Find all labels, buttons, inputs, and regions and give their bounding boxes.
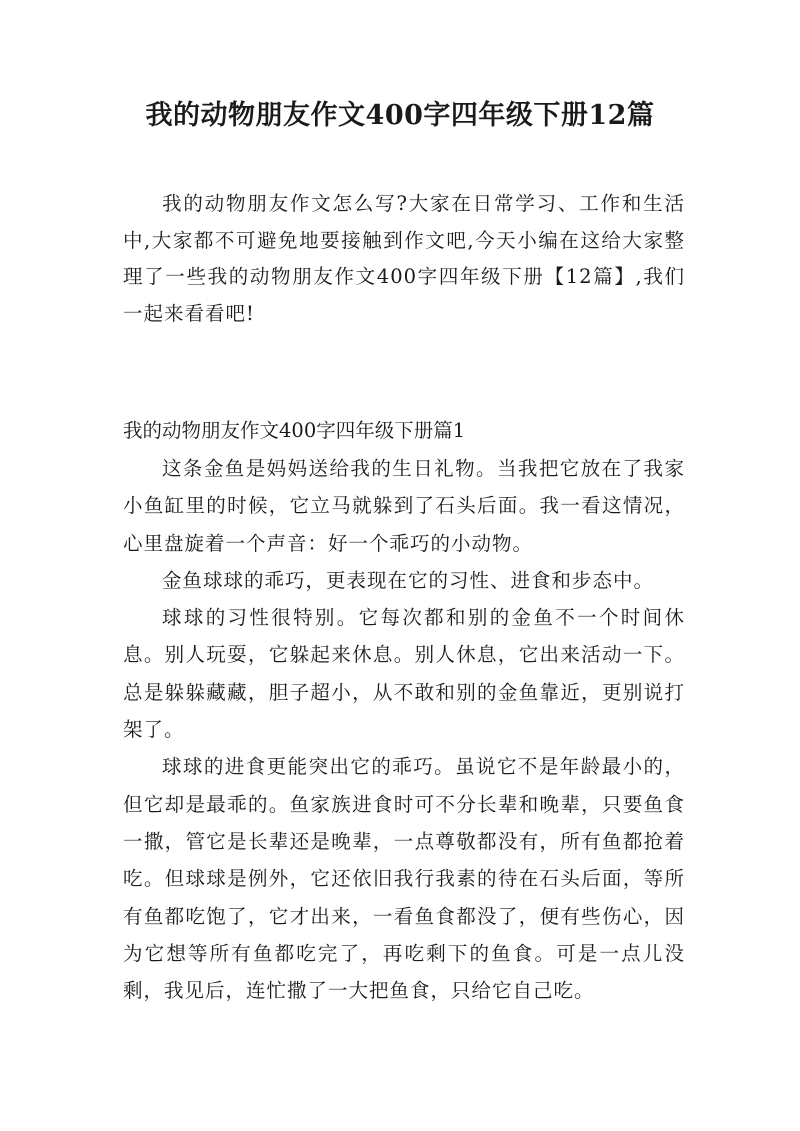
essay-paragraph-2: 金鱼球球的乖巧，更表现在它的习性、进食和步态中。 — [162, 568, 655, 592]
section-heading: 我的动物朋友作文400字四年级下册篇1 — [123, 419, 466, 442]
essay-body — [123, 450, 685, 1009]
document-title: 我的动物朋友作文400字四年级下册12篇 — [145, 100, 655, 131]
essay-paragraph-1: 这条金鱼是妈妈送给我的生日礼物。当我把它放在了我家小鱼缸里的时候，它立马就躲到了石头后面。我一看这情况，心里盘旋着一个声音：好一个乖巧的小动物。 — [123, 457, 685, 555]
essay-paragraph-4: 球球的进食更能突出它的乖巧。虽说它不是年龄最小的，但它却是最乖的。鱼家族进食时可不分长辈和晚辈，只要鱼食一撒，管它是长辈还是晚辈，一点尊敬都没有，所有鱼都抢着吃。但球球是例外，它还依旧我行我素的待在石头后面，等所有鱼都吃饱了，它才出来，一看鱼食都没了，便有些伤心，因为它想等所有鱼都吃完了，再吃剩下的鱼食。可是一点儿没剩，我见后，连忙撒了一大把鱼食，只给它自己吃。 — [123, 755, 685, 1003]
intro-paragraph: 我的动物朋友作文怎么写?大家在日常学习、工作和生活中,大家都不可避免地要接触到作文吧,今天小编在这给大家整理了一些我的动物朋友作文400字四年级下册【12篇】,我们一起来看看吧! — [123, 192, 685, 325]
essay-paragraph-3: 球球的习性很特别。它每次都和别的金鱼不一个时间休息。别人玩耍，它躲起来休息。别人休息，它出来活动一下。总是躲躲藏藏，胆子超小，从不敢和别的金鱼靠近，更别说打架了。 — [123, 606, 685, 742]
